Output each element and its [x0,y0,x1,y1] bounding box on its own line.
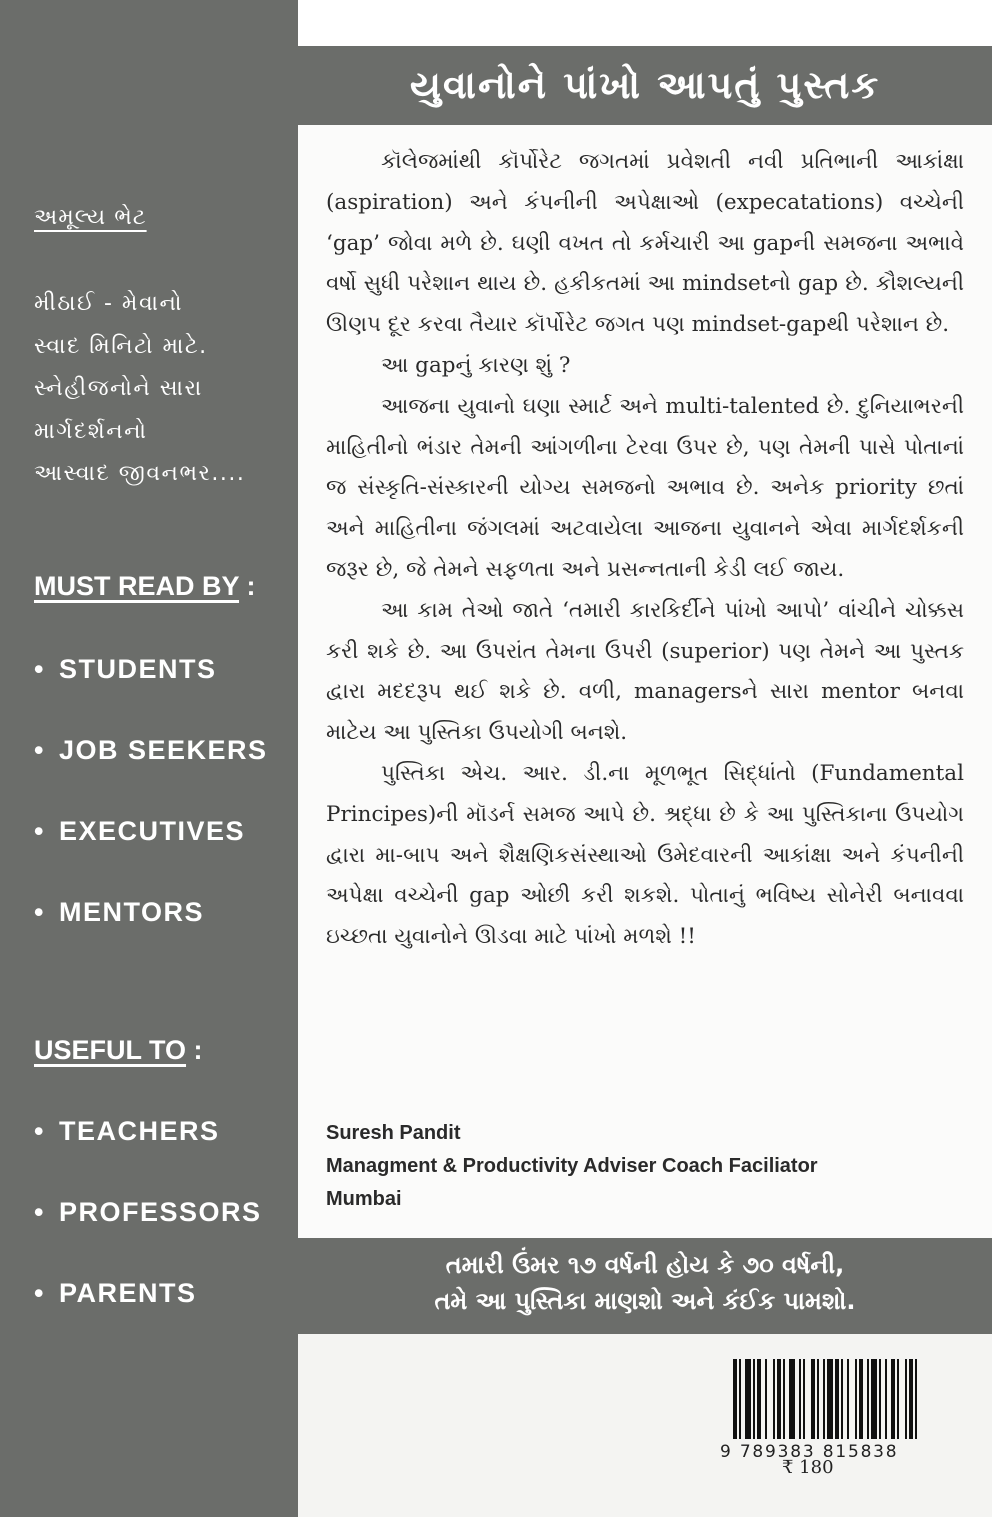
audience-item: • JOB SEEKERS [34,735,268,765]
barcode-bar [835,1359,839,1439]
gift-heading: અમૂલ્ય ભેટ [34,205,147,230]
barcode-bar [811,1359,815,1439]
barcode-bar [823,1359,825,1439]
useful-to-heading: USEFUL TO : [34,1035,203,1065]
barcode-bar [765,1359,767,1439]
barcode-bar [905,1359,907,1439]
body-panel [298,125,992,1238]
barcode-bar [777,1359,781,1439]
top-strip [298,0,992,46]
barcode-bar [817,1359,819,1439]
gift-line: મીઠાઈ - મેવાનો [34,291,183,316]
audience-item: • EXECUTIVES [34,816,245,846]
useful-to-list [34,1116,262,1359]
barcode-bar [827,1359,833,1439]
barcode-bar [915,1359,917,1439]
barcode-bar [745,1359,751,1439]
author-city: Mumbai [326,1188,402,1210]
barcode-bar [841,1359,843,1439]
tagline-bar [298,1238,992,1334]
barcode-bar [897,1359,899,1439]
barcode-bar [871,1359,877,1439]
paragraph: આ કામ તેઓ જાતે ‘તમારી કારકિર્દીને પાંખો આપો’ વાંચીને ચોક્કસ કરી શકે છે. આ ઉપરાંત તેમના ઉપરી (superior) પણ તેમને આ પુસ્તક દ્વારા મદદરૂપ થઈ શકે છે. વળી, managersને સારા mentor બનવા માટેય આ પુસ્તિકા ઉપયોગી બનશે. [326,597,964,746]
audience-item: • MENTORS [34,897,204,927]
must-read-heading: MUST READ BY : [34,571,256,601]
paragraph: આ gapનું કારણ શું ? [381,352,571,378]
barcode-bar [789,1359,795,1439]
gift-line: આસ્વાદ જીવનભર.... [34,461,246,486]
tagline-line: તમારી ઉંમર ૧૭ વર્ષની હોય કે ૭૦ વર્ષની, [445,1251,845,1279]
barcode-bar [885,1359,887,1439]
barcode [733,1359,958,1439]
barcode-bar [909,1359,913,1439]
book-title: યુવાનોને પાંખો આપતું પુસ્તક [409,63,881,107]
barcode-bar [799,1359,801,1439]
author-signature [326,1117,818,1216]
barcode-bar [783,1359,785,1439]
isbn-number: 9 789383 815838 [720,1442,899,1462]
paragraph: પુસ્તિકા એચ. આર. ડી.ના મૂળભૂત સિદ્ધાંતો (Fundamental Principes)ની મૉડર્ન સમજ આપે છે. શ્રદ્ધા છે કે આ પુસ્તિકાના ઉપયોગ દ્વારા મા-બાપ અને શૈક્ષણિકસંસ્થાઓ ઉમેદવારની આકાંક્ષા અને કંપનીની અપેક્ષા વચ્ચેની gap ઓછી કરી શકશે. પોતાનું ભવિષ્ય સોનેરી બનાવવા ઇચ્છતા યુવાનોને ઊડવા માટે પાંખો મળશે !! [326,760,964,950]
barcode-bar [753,1359,755,1439]
must-read-list [34,654,268,978]
author-name: Suresh Pandit [326,1122,461,1144]
author-role: Managment & Productivity Adviser Coach Faciliator [326,1155,818,1177]
tagline-line: તમે આ પુસ્તિકા માણશો અને કંઈક પામશો. [434,1287,856,1315]
paragraph: આજના યુવાનો ઘણા સ્માર્ટ અને multi-talented છે. દુનિયાભરની માહિતીનો ભંડાર તેમની આંગળીના ટેરવા ઉપર છે, પણ તેમની પાસે પોતાનાં જ સંસ્કૃતિ-સંસ્કારની યોગ્ય સમજનો અભાવ છે. અનેક priority છતાં અને માહિતીના જંગલમાં અટવાયેલા આજના યુવાનને એવા માર્ગદર્શકની જરૂર છે, જે તેમને સફળતા અને પ્રસન્નતાની કેડી લઈ જાય. [326,393,964,582]
paragraph: કૉલેજમાંથી કૉર્પોરેટ જગતમાં પ્રવેશતી નવી પ્રતિભાની આકાંક્ષા (aspiration) અને કંપનીની અપેક્ષાઓ (expecatations) વચ્ચેની ‘gap’ જોવા મળે છે. ઘણી વખત તો કર્મચારી આ gapની સમજના અભાવે વર્ષો સુધી પરેશાન થાય છે. હકીકતમાં આ mindsetનો gap છે. કૌશલ્યની ઊણપ દૂર કરવા તૈયાર કૉર્પોરેટ જગત પણ mindset-gapથી પરેશાન છે. [326,149,964,338]
gift-text [34,283,245,496]
barcode-bar [733,1359,737,1439]
blurb-text [326,142,964,958]
barcode-bar [859,1359,863,1439]
barcode-bar [803,1359,805,1439]
price-label: ₹ 180 [782,1457,834,1478]
left-sidebar [0,0,298,1517]
barcode-bar [773,1359,775,1439]
barcode-bar [855,1359,857,1439]
gift-line: સ્નેહીજનોને સારા [34,376,203,401]
audience-item: • PARENTS [34,1278,197,1308]
barcode-bar [739,1359,741,1439]
title-bar [298,46,992,125]
audience-item: • STUDENTS [34,654,217,684]
barcode-bar [847,1359,849,1439]
audience-item: • TEACHERS [34,1116,220,1146]
barcode-bar [879,1359,881,1439]
audience-item: • PROFESSORS [34,1197,262,1227]
barcode-bar [867,1359,869,1439]
gift-line: સ્વાદ મિનિટો માટે. [34,333,208,359]
barcode-bar [757,1359,761,1439]
gift-line: માર્ગદર્શનનો [34,418,148,444]
barcode-bar [891,1359,895,1439]
